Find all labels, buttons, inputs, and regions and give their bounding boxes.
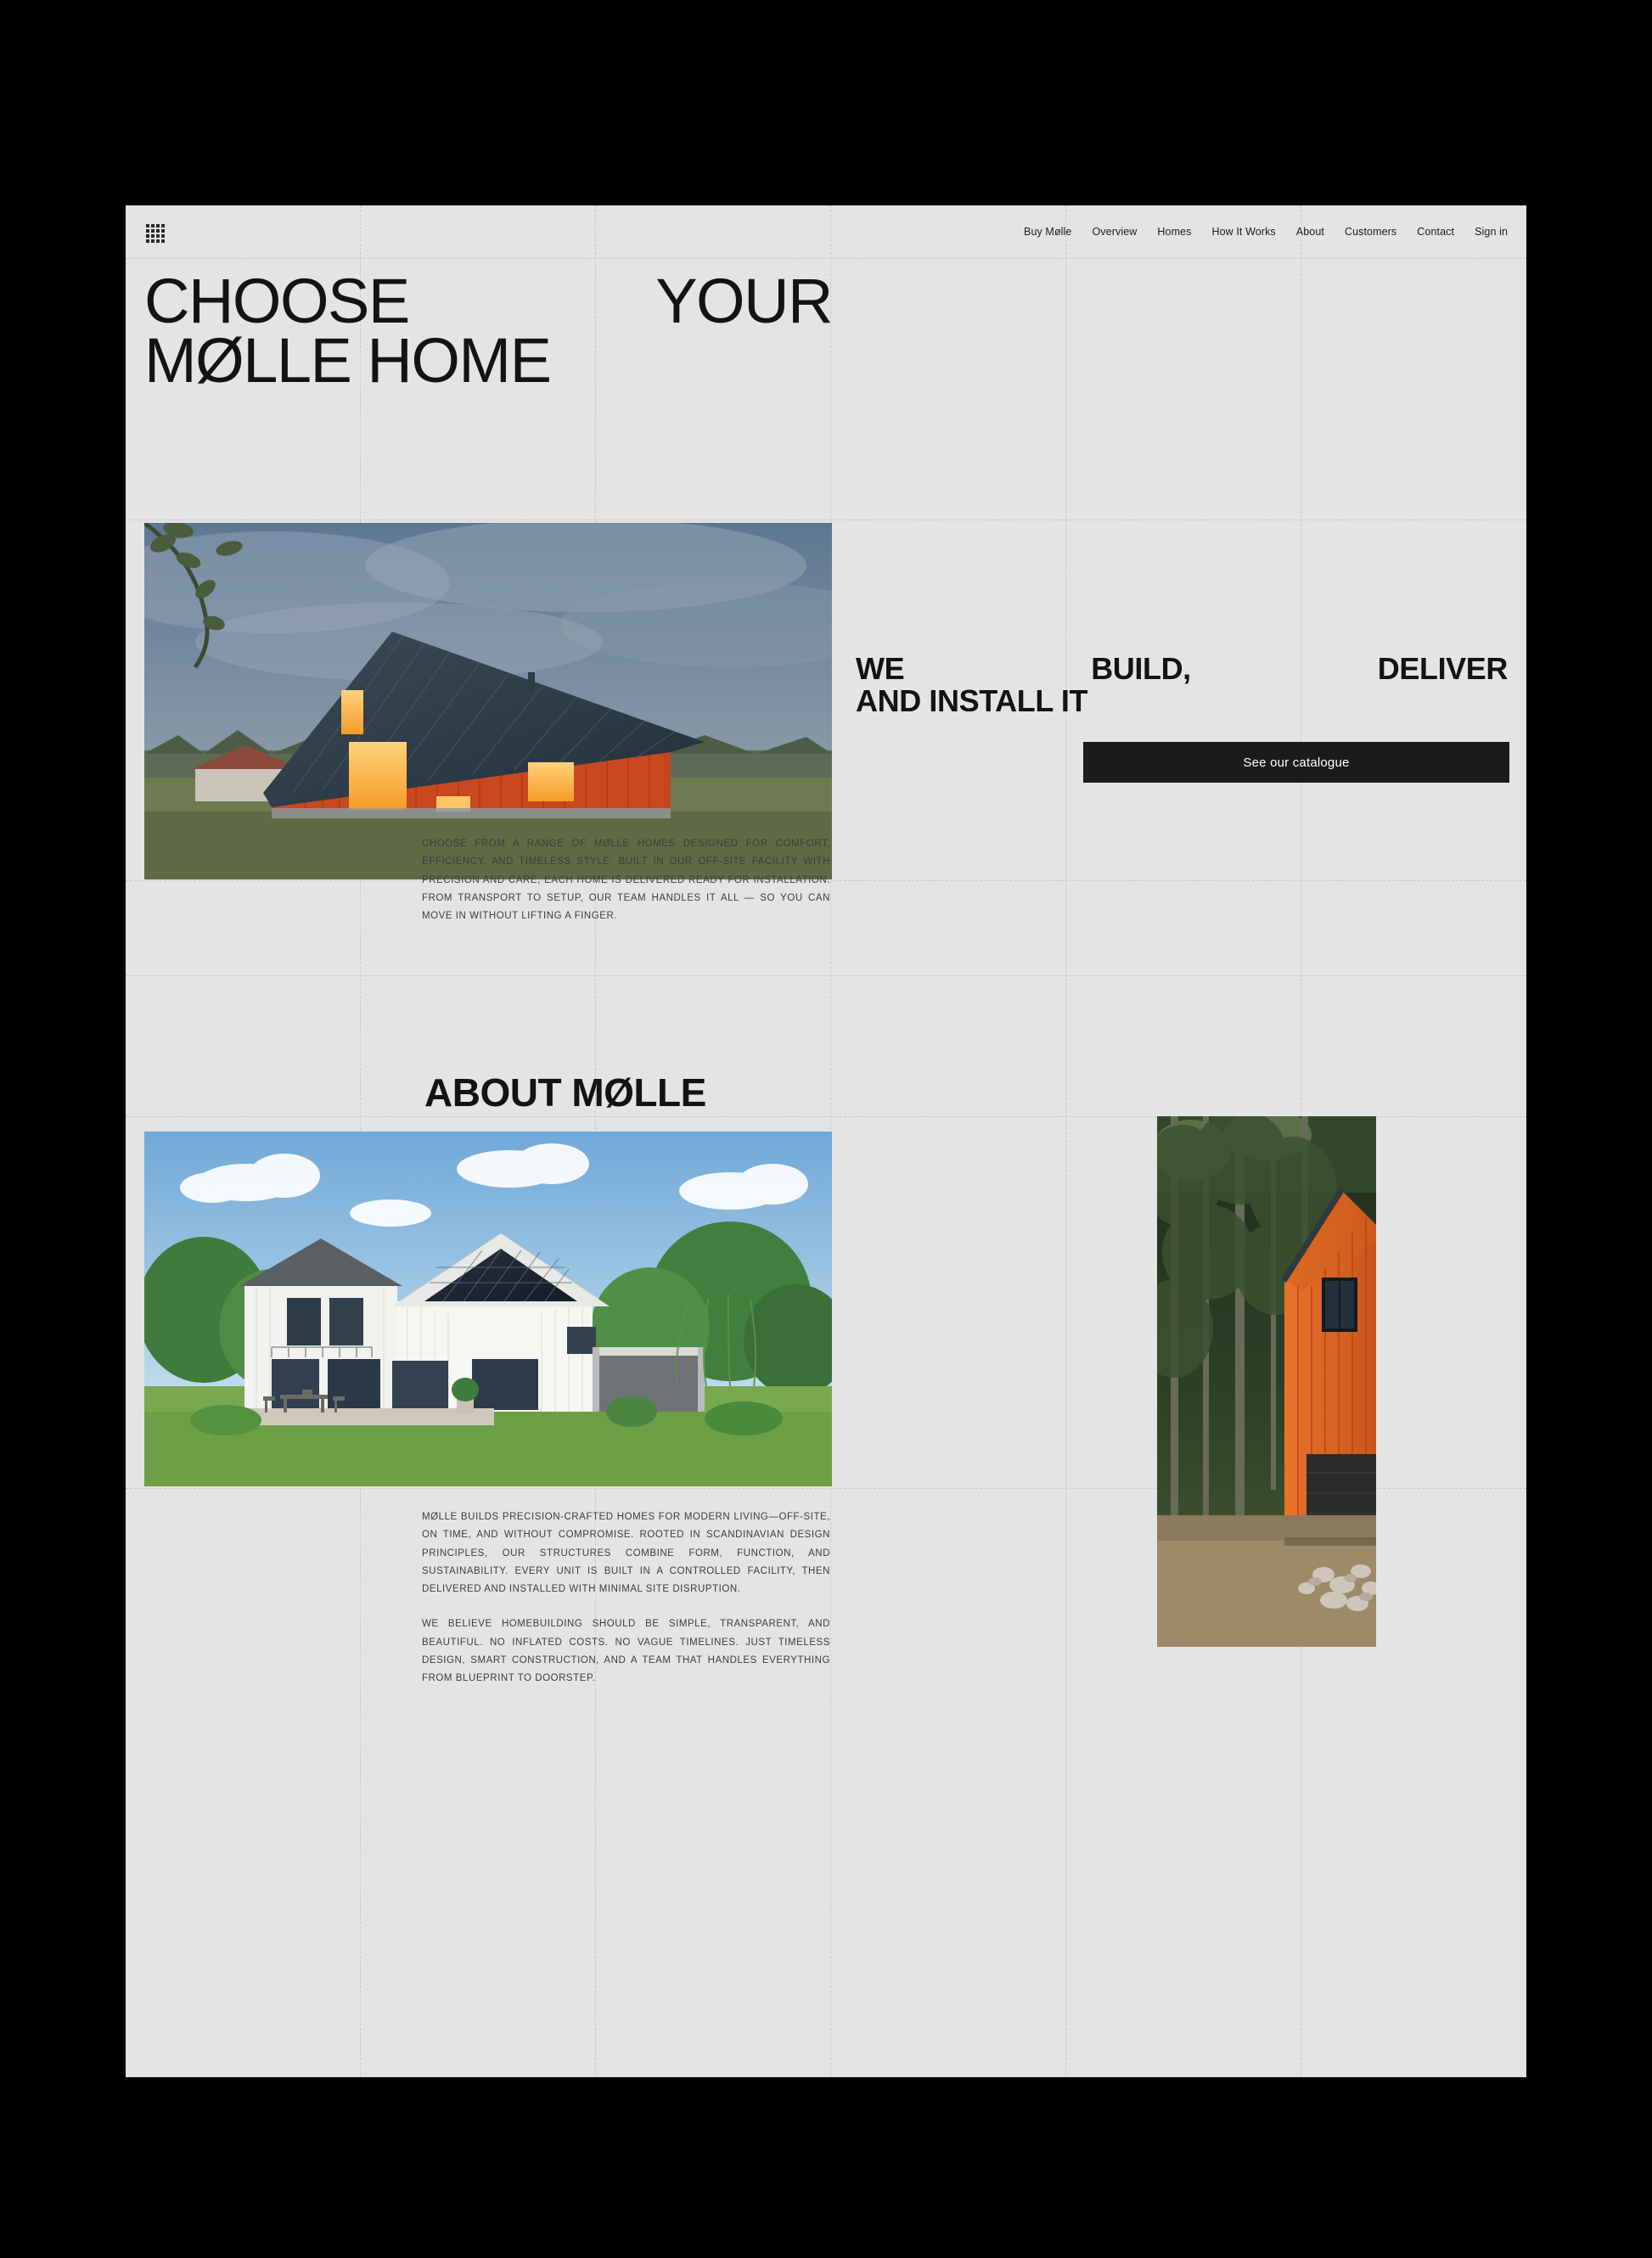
red-barn-house-photo <box>144 523 832 879</box>
hero-title-word-1: CHOOSE <box>144 266 409 336</box>
nav-item-sign-in[interactable]: Sign in <box>1475 226 1508 238</box>
about-paragraph-1: MØLLE BUILDS PRECISION-CRAFTED HOMES FOR MODERN LIVING—OFF-SITE, ON TIME, AND WITHOUT COMPROMISE. ROOTED IN SCANDINAVIAN DESIGN PRINCIPLES, OUR STRUCTURES COMBINE FORM, FUNCTION, AND SUSTAINABILITY. EVERY UNIT IS BUILT IN A CONTROLLED FACILITY, THEN DELIVERED AND INSTALLED WITH MINIMAL SITE DISRUPTION. <box>422 1512 830 1595</box>
build-line-2: AND INSTALL IT <box>856 682 1088 718</box>
see-catalogue-button[interactable]: See our catalogue <box>1083 742 1509 783</box>
nav-item-how-it-works[interactable]: How It Works <box>1211 226 1276 238</box>
orange-house-in-forest <box>1157 1116 1376 1647</box>
site-header <box>126 205 1526 258</box>
about-paragraph-2: WE BELIEVE HOMEBUILDING SHOULD BE SIMPLE, TRANSPARENT, AND BEAUTIFUL. NO INFLATED COSTS. NO VAGUE TIMELINES. JUST TIMELESS DESIGN, SMART CONSTRUCTION, AND A TEAM THAT HANDLES EVERYTHING FROM BLUEPRINT TO DOORSTEP. <box>422 1619 830 1684</box>
hero-image <box>144 523 832 879</box>
about-title: ABOUT MØLLE <box>424 1070 706 1115</box>
nav-item-contact[interactable]: Contact <box>1417 226 1455 238</box>
nav-item-homes[interactable]: Homes <box>1157 226 1192 238</box>
nav-item-about[interactable]: About <box>1295 226 1324 238</box>
build-word-2: BUILD, <box>1091 651 1191 686</box>
main-nav <box>1024 226 1508 238</box>
grid-guide <box>126 975 1526 976</box>
page-title <box>144 266 900 396</box>
white-modern-house-with-solar-panels <box>144 1132 832 1486</box>
nav-item-customers[interactable]: Customers <box>1344 226 1397 238</box>
website-page <box>126 205 1526 2077</box>
nav-item-overview[interactable]: Overview <box>1092 226 1138 238</box>
about-paragraphs <box>422 1508 830 1688</box>
grid-guide <box>126 258 1526 259</box>
hero-title-line-2: MØLLE HOME <box>144 324 551 396</box>
about-image <box>144 1132 832 1486</box>
build-word-3: DELIVER <box>1377 651 1508 686</box>
build-deliver-heading <box>856 653 1509 717</box>
grid-guide <box>1065 205 1066 2077</box>
about-side-image <box>1157 1116 1376 1647</box>
intro-paragraph: CHOOSE FROM A RANGE OF MØLLE HOMES DESIGNED FOR COMFORT, EFFICIENCY, AND TIMELESS STYLE. BUILT IN OUR OFF-SITE FACILITY WITH PRECISION AND CARE, EACH HOME IS DELIVERED READY FOR INSTALLATION. FROM TRANSPORT TO SETUP, OUR TEAM HANDLES IT ALL — SO YOU CAN MOVE IN WITHOUT LIFTING A FINGER. <box>422 839 830 922</box>
grid-logo-icon[interactable] <box>146 224 168 246</box>
hero-title-word-2: YOUR <box>655 266 832 336</box>
build-word-1: WE <box>856 651 905 686</box>
nav-item-buy-molle[interactable]: Buy Mølle <box>1024 226 1072 238</box>
